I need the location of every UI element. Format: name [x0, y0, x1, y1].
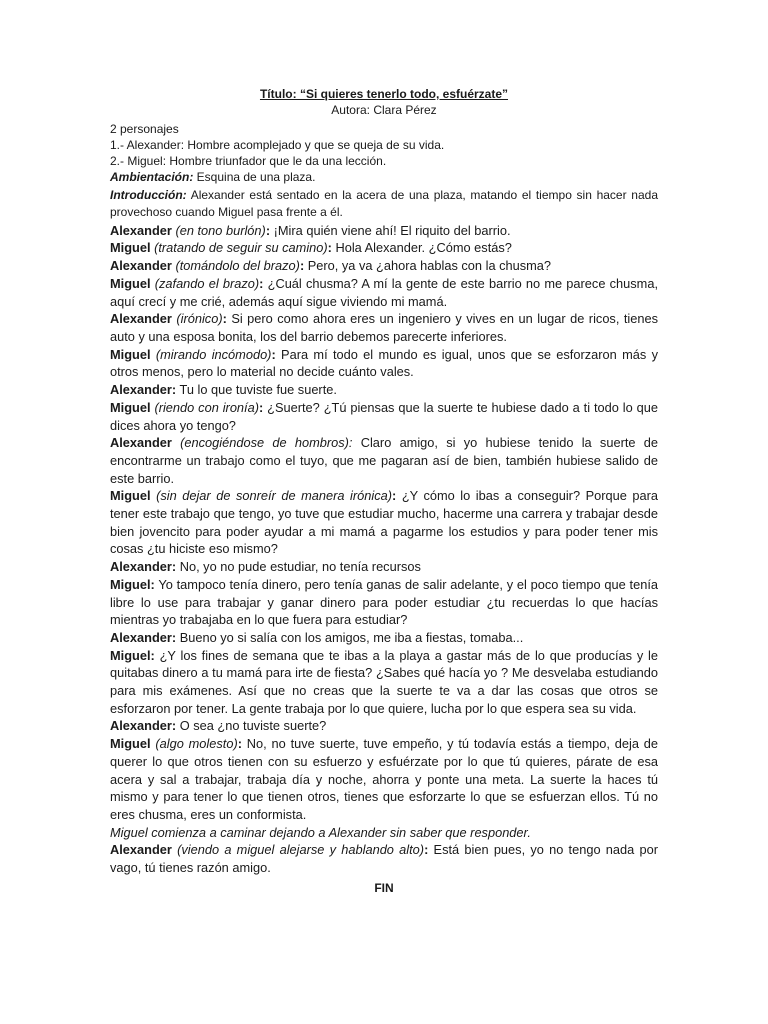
introduction	[110, 187, 658, 222]
speaker-name: Alexander	[110, 311, 172, 327]
dialogue-line: Miguel (algo molesto): No, no tuve suerte, tuve empeño, y tú todavía estás a tiempo, deja de querer lo que otros tienen con su esfuerzo y esfuérzate por lo que tú quieres, párate de esa acera y sal a trabajar, trabaja día y noche, ahorra y ponte una meta. La suerte la haces tú mismo y para tener lo que tienen otros, tienes que esforzarte lo que se esfuerzan ellos. Tú no eres chusma, eres un conformista.	[110, 736, 658, 822]
dialogue-text: ¿Y cómo lo ibas a conseguir? Porque para tener este trabajo que tengo, yo tuve que estudiar mucho, hacerme una carrera y trabajar desde bien jovencito para poder ayudar a mi mamá a pagarme los estudios y para poder tener mis cosas ¿tu hiciste eso mismo?	[110, 488, 659, 557]
dialogue-line: Miguel (mirando incómodo): Para mí todo el mundo es igual, unos que se esforzaron más y otros menos, pero lo material no decide cuánto vales.	[110, 346, 658, 380]
stage-direction: (algo molesto)	[155, 736, 238, 752]
dialogue-line: Miguel (riendo con ironía): ¿Suerte? ¿Tú piensas que la suerte te hubiese dado a ti todo lo que dices ahora yo tengo?	[110, 399, 658, 433]
dialogue-text: ¿Suerte? ¿Tú piensas que la suerte te hubiese dado a ti todo lo que dices ahora yo tengo?	[110, 399, 658, 433]
stage-direction: (en tono burlón)	[175, 222, 266, 238]
dialogue-text: No, no tuve suerte, tuve empeño, y tú todavía estás a tiempo, deja de querer lo que otros tienen con su esfuerzo y esfuérzate por lo que tú quieres, párate de esa acera y sal a trabajar, trabaja día y noche, ahorra y ponte una meta. La suerte la haces tú mismo y para tener lo que tienen otros, tienes que esforzarte lo que se esfuerzan ellos. Tú no eres chusma, eres un conformista.	[110, 736, 658, 822]
intro-text: Alexander está sentado en la acera de una plaza, matando el tiempo sin hacer nada provechoso cuando Miguel pasa frente a él.	[110, 187, 658, 220]
character-1: 1.- Alexander: Hombre acomplejado y que se queja de su vida.	[110, 138, 445, 152]
stage-direction: Miguel comienza a caminar dejando a Alexander sin saber que responder.	[110, 824, 531, 840]
setting-text: Esquina de una plaza.	[193, 170, 316, 184]
speaker-name: Alexander	[110, 718, 172, 734]
dialogue-text: Pero, ya va ¿ahora hablas con la chusma?	[304, 258, 552, 274]
stage-direction: (tratando de seguir su camino)	[154, 240, 328, 256]
dialogue-line: Alexander (tomándolo del brazo): Pero, ya va ¿ahora hablas con la chusma?	[110, 258, 552, 274]
stage-direction: (mirando incómodo)	[155, 346, 272, 362]
setting	[110, 169, 658, 187]
stage-direction: (tomándolo del brazo)	[175, 258, 300, 274]
stage-direction: (irónico)	[176, 311, 223, 327]
end-marker: FIN	[374, 880, 394, 895]
dialogue-line: Alexander (viendo a miguel alejarse y hablando alto): Está bien pues, yo no tengo nada por vago, tú tienes razón amigo.	[110, 842, 658, 876]
speaker-name: Miguel	[110, 346, 151, 362]
speaker-name: Miguel	[110, 240, 151, 256]
dialogue-line: Alexander: Bueno yo si salía con los amigos, me iba a fiestas, tomaba...	[110, 629, 524, 645]
dialogue-line: Miguel: ¿Y los fines de semana que te ibas a la playa a gastar más de lo que producías y le quitabas dinero a tu mamá para irte de fiesta? ¿Sabes qué hacía yo ? Me desvelaba estudiando para mis exámenes. Así que no creas que la suerte te va a dar las cosas que otros se esforzaron por tener. La gente trabaja por lo que quiere, lucha por lo que espera sea su vida.	[110, 647, 658, 716]
dialogue-line: Miguel (zafando el brazo): ¿Cuál chusma? A mí la gente de este barrio no me parece chusma, aquí crecí y me crié, además aquí sigue viviendo mi mamá.	[110, 275, 658, 309]
dialogue-text: ¡Mira quién viene ahí! El riquito del barrio.	[270, 222, 511, 238]
stage-direction: (viendo a miguel alejarse y hablando alto)	[177, 842, 425, 858]
dialogue-text: Claro amigo, si yo hubiese tenido la suerte de encontrarme un trabajo como el tuyo, que me pagaran así de bien, también hubiese salido de este barrio.	[110, 435, 658, 486]
speaker-name: Alexander	[110, 222, 172, 238]
characters-count: 2 personajes	[110, 122, 179, 136]
dialogue-text: ¿Y los fines de semana que te ibas a la playa a gastar más de lo que producías y le quitabas dinero a tu mamá para irte de fiesta? ¿Sabes qué hacía yo ? Me desvelaba estudiando para mis exámenes. Así que no creas que la suerte te va a dar las cosas que otros se esforzaron por tener. La gente trabaja por lo que quiere, lucha por lo que espera sea su vida.	[110, 647, 658, 716]
speaker-name: Miguel	[110, 275, 151, 291]
dialogue-text: Está bien pues, yo no tengo nada por vago, tú tienes razón amigo.	[110, 842, 658, 876]
document-author: Autora: Clara Pérez	[331, 103, 437, 117]
dialogue-line: Miguel (tratando de seguir su camino): Hola Alexander. ¿Cómo estás?	[110, 240, 512, 256]
dialogue-line: Miguel: Yo tampoco tenía dinero, pero tenía ganas de salir adelante, y el poco tiempo que tenía libre lo use para trabajar y ganar dinero para poder estudiar ¿tu recuerdas lo que hacías mientras yo trabajaba en lo que fuera para estudiar?	[110, 576, 658, 628]
speaker-name: Alexander	[110, 559, 172, 575]
dialogue-text: O sea ¿no tuviste suerte?	[176, 718, 327, 734]
speaker-name: Miguel	[110, 399, 151, 415]
dialogue-line: Alexander: Tu lo que tuviste fue suerte.	[110, 382, 337, 398]
dialogue	[110, 222, 658, 877]
stage-direction: (sin dejar de sonreír de manera irónica)	[156, 488, 393, 504]
dialogue-text: Hola Alexander. ¿Cómo estás?	[331, 240, 512, 256]
dialogue-line: Alexander (irónico): Si pero como ahora eres un ingeniero y vives en un lugar de ricos, tienes auto y una esposa bonita, los del barrio debemos parecerte inferiores.	[110, 311, 658, 344]
speaker-name: Alexander	[110, 629, 172, 645]
document-title: Título: “Si quieres tenerlo todo, esfuérzate”	[259, 87, 509, 101]
speaker-name: Alexander	[110, 842, 172, 858]
speaker-name: Miguel	[110, 576, 151, 592]
dialogue-line: Alexander (en tono burlón): ¡Mira quién viene ahí! El riquito del barrio.	[110, 222, 511, 238]
document-page	[110, 86, 658, 898]
intro-label: Introducción:	[110, 187, 187, 202]
speaker-name: Miguel	[110, 647, 151, 663]
character-2: 2.- Miguel: Hombre triunfador que le da una lección.	[110, 154, 387, 168]
setting-label: Ambientación:	[110, 170, 194, 184]
dialogue-text: Para mí todo el mundo es igual, unos que se esforzaron más y otros menos, pero lo material no decide cuánto vales.	[110, 346, 658, 380]
speaker-name: Miguel	[110, 488, 151, 504]
speaker-name: Alexander	[110, 435, 172, 451]
dialogue-line	[110, 434, 658, 487]
stage-direction: (riendo con ironía)	[154, 399, 259, 415]
stage-direction: (encogiéndose de hombros):	[180, 435, 353, 451]
dialogue-text: Tu lo que tuviste fue suerte.	[176, 382, 337, 398]
stage-direction: (zafando el brazo)	[154, 275, 260, 291]
dialogue-line: Miguel (sin dejar de sonreír de manera irónica): ¿Y cómo lo ibas a conseguir? Porque para tener este trabajo que tengo, yo tuve que estudiar mucho, hacerme una carrera y trabajar desde bien jovencito para poder ayudar a mi mamá a pagarme los estudios y para poder tener mis cosas ¿tu hiciste eso mismo?	[110, 488, 659, 557]
speaker-name: Alexander	[110, 382, 172, 398]
dialogue-text: ¿Cuál chusma? A mí la gente de este barrio no me parece chusma, aquí crecí y me crié, además aquí sigue viviendo mi mamá.	[110, 275, 658, 309]
dialogue-text: Bueno yo si salía con los amigos, me iba a fiestas, tomaba...	[176, 629, 524, 645]
speaker-name: Miguel	[110, 736, 151, 752]
dialogue-text: No, yo no pude estudiar, no tenía recursos	[176, 559, 421, 575]
dialogue-text: Si pero como ahora eres un ingeniero y vives en un lugar de ricos, tienes auto y una esposa bonita, los del barrio debemos parecerte inferiores.	[110, 311, 658, 344]
dialogue-line	[110, 824, 658, 842]
dialogue-line: Alexander: O sea ¿no tuviste suerte?	[110, 718, 327, 734]
dialogue-text: Yo tampoco tenía dinero, pero tenía ganas de salir adelante, y el poco tiempo que tenía libre lo use para trabajar y ganar dinero para poder estudiar ¿tu recuerdas lo que hacías mientras yo trabajaba en lo que fuera para estudiar?	[110, 576, 658, 628]
speaker-name: Alexander	[110, 258, 172, 274]
dialogue-line: Alexander: No, yo no pude estudiar, no tenía recursos	[110, 559, 421, 575]
